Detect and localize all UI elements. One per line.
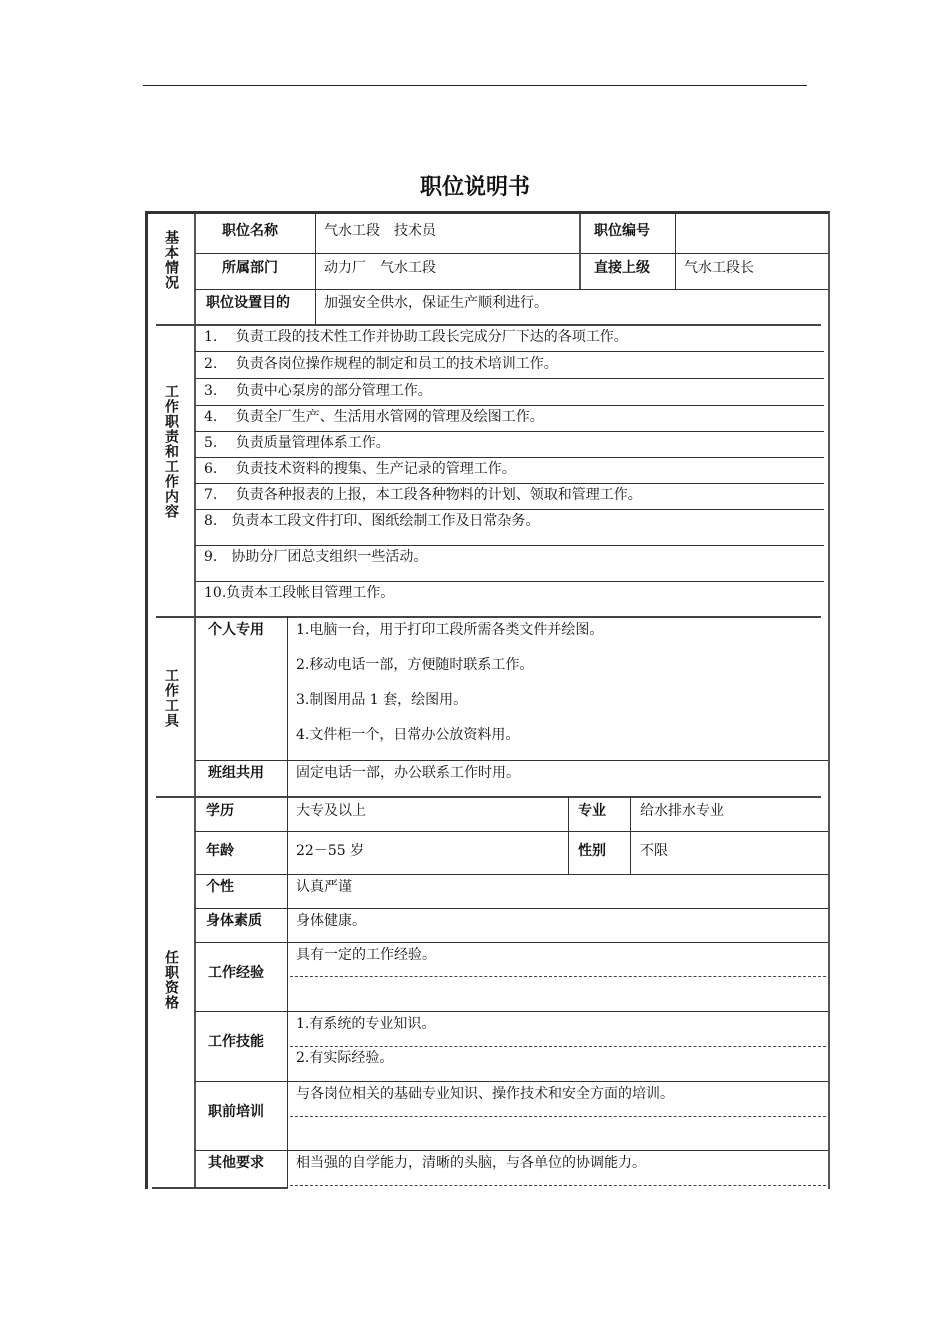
duty-item: 5. 负责质量管理体系工作。 — [204, 435, 390, 451]
personality-value: 认真严谨 — [296, 879, 352, 895]
row-line — [195, 483, 824, 484]
row-line — [195, 908, 828, 909]
supervisor-label: 直接上级 — [594, 260, 650, 276]
purpose-label: 职位设置目的 — [206, 295, 290, 311]
duty-item: 3. 负责中心泵房的部分管理工作。 — [204, 383, 432, 399]
col-line — [630, 796, 631, 874]
experience-value: 具有一定的工作经验。 — [296, 947, 436, 963]
row-line — [195, 942, 828, 943]
row-line — [195, 378, 824, 379]
physical-value: 身体健康。 — [296, 913, 366, 929]
col-line — [675, 214, 676, 289]
personality-label: 个性 — [206, 879, 234, 895]
row-line — [195, 253, 828, 254]
dashed-line — [290, 1116, 826, 1117]
section-label-duties: 工作职责和工作内容 — [163, 384, 179, 519]
position-name-value: 气水工段 技术员 — [324, 223, 436, 239]
header-rule — [143, 85, 807, 86]
experience-label: 工作经验 — [208, 965, 264, 981]
duty-item: 4. 负责全厂生产、生活用水管网的管理及绘图工作。 — [204, 409, 544, 425]
skills-item: 2.有实际经验。 — [296, 1050, 394, 1066]
department-value: 动力厂 气水工段 — [324, 260, 436, 276]
training-label: 职前培训 — [208, 1104, 264, 1120]
physical-label: 身体素质 — [206, 913, 262, 929]
row-line — [195, 581, 824, 582]
row-line — [195, 1150, 828, 1151]
duty-item: 1. 负责工段的技术性工作并协助工段长完成分厂下达的各项工作。 — [204, 329, 628, 345]
supervisor-value: 气水工段长 — [684, 260, 754, 276]
section-divider-duties — [156, 616, 821, 618]
duty-item: 10.负责本工段帐目管理工作。 — [204, 585, 395, 601]
personal-tool-item: 1.电脑一台，用于打印工段所需各类文件并绘图。 — [296, 622, 604, 638]
age-value: 22－55 岁 — [296, 843, 365, 859]
col-line — [568, 796, 569, 874]
other-requirements-label: 其他要求 — [208, 1155, 264, 1171]
personal-tool-item: 4.文件柜一个，日常办公放资料用。 — [296, 727, 520, 743]
row-line — [195, 874, 828, 875]
row-line — [195, 509, 824, 510]
personal-tools-label: 个人专用 — [208, 622, 264, 638]
education-label: 学历 — [206, 803, 234, 819]
other-requirements-value: 相当强的自学能力，清晰的头脑，与各单位的协调能力。 — [296, 1155, 646, 1171]
row-line — [195, 831, 828, 832]
major-value: 给水排水专业 — [640, 803, 724, 819]
duty-item: 8. 负责本工段文件打印、图纸绘制工作及日常杂务。 — [204, 513, 540, 529]
row-line — [195, 289, 828, 290]
col-line — [315, 214, 316, 324]
dashed-line — [290, 976, 826, 977]
section-divider-tools — [156, 796, 821, 798]
duty-item: 6. 负责技术资料的搜集、生产记录的管理工作。 — [204, 461, 516, 477]
row-line — [195, 457, 824, 458]
row-line — [195, 431, 824, 432]
personal-tool-item: 2.移动电话一部，方便随时联系工作。 — [296, 657, 534, 673]
education-value: 大专及以上 — [296, 803, 366, 819]
job-description-form — [145, 211, 830, 1189]
age-label: 年龄 — [206, 843, 234, 859]
section-label-qualifications: 任职资格 — [163, 950, 179, 1010]
section-divider-basic — [156, 324, 821, 326]
duty-item: 9. 协助分厂团总支组织一些活动。 — [204, 549, 428, 565]
shared-tools-label: 班组共用 — [208, 765, 264, 781]
col-line — [287, 796, 288, 1189]
gender-value: 不限 — [640, 843, 668, 859]
section-label-tools: 工作工具 — [163, 668, 179, 728]
section-column-divider — [194, 214, 196, 1189]
document-title: 职位说明书 — [419, 175, 530, 200]
skills-item: 1.有系统的专业知识。 — [296, 1016, 436, 1032]
major-label: 专业 — [578, 803, 606, 819]
personal-tool-item: 3.制图用品 1 套，绘图用。 — [296, 692, 468, 708]
duty-item: 7. 负责各种报表的上报，本工段各种物料的计划、领取和管理工作。 — [204, 487, 642, 503]
training-value: 与各岗位相关的基础专业知识、操作技术和安全方面的培训。 — [296, 1086, 674, 1102]
row-line — [195, 760, 828, 761]
dashed-line — [290, 1046, 826, 1047]
position-name-label: 职位名称 — [222, 223, 278, 239]
row-line — [195, 1011, 828, 1012]
skills-label: 工作技能 — [208, 1034, 264, 1050]
row-line — [195, 1081, 828, 1082]
dashed-line — [290, 1185, 826, 1186]
row-line — [195, 1187, 288, 1189]
row-line — [195, 351, 824, 352]
department-label: 所属部门 — [222, 260, 278, 276]
gender-label: 性别 — [578, 843, 606, 859]
duty-item: 2. 负责各岗位操作规程的制定和员工的技术培训工作。 — [204, 356, 558, 372]
section-bottom-left — [152, 1187, 198, 1189]
position-no-label: 职位编号 — [594, 223, 650, 239]
row-line — [195, 545, 824, 546]
col-line — [287, 616, 288, 796]
section-label-basic: 基本情况 — [163, 230, 179, 290]
col-line — [579, 214, 581, 289]
row-line — [195, 405, 824, 406]
purpose-value: 加强安全供水，保证生产顺利进行。 — [324, 295, 548, 311]
shared-tools-value: 固定电话一部，办公联系工作时用。 — [296, 765, 520, 781]
